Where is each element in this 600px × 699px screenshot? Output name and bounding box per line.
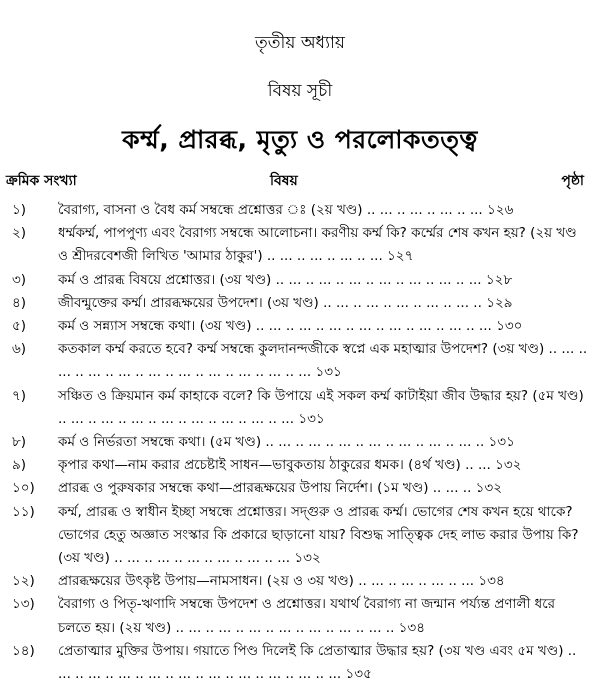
list-item <box>0 477 600 500</box>
entry-text: কৃপার কথা—নাম করার প্রচেষ্টাই সাধন—ভাবুকতায় ঠাকুরের ধমক। (৪র্থ খণ্ড) .. ... <box>58 457 491 474</box>
list-item <box>0 292 600 315</box>
section-title: বিষয় সূচী <box>267 81 333 101</box>
entry-text: সঞ্চিত ও ক্রিয়মান কর্ম কাহাকে বলে? কি উপায়ে এই সকল কর্ম্ম কাটাইয়া জীব উদ্ধার হয়? (৫ম খণ্ড) .. ... .. ... .. ... .. ... .. ... .. ... .. ... .. ... <box>58 387 584 427</box>
entry-number: ৮) <box>12 434 27 451</box>
list-item <box>0 199 600 222</box>
entry-page: ১২৬ <box>487 202 514 218</box>
list-item <box>0 593 600 639</box>
list-item <box>0 315 600 338</box>
entry-page: ১৩৫ <box>345 666 372 683</box>
chapter-heading: তৃতীয় অধ্যায় <box>255 33 345 53</box>
entry-number: ১৩) <box>12 596 35 613</box>
column-header-number: ক্রমিক সংখ্যা <box>6 173 77 189</box>
entry-number: ৬) <box>12 341 27 358</box>
entry-page: ১৩১ <box>488 434 515 451</box>
entry-text: কর্ম্ম, প্রারব্ধ ও স্বাধীন ইচ্ছা সম্বন্ধে প্রশ্নোত্তর। সদ্গুরু ও প্রারব্ধ কর্ম্ম। ভোগের শেষ কখন হয়ে থাকে? ভোগের হেতু অজ্ঞাত সংস্কার কি প্রকারে ছাড়ানো যায়? বিশুদ্ধ সাত্ত্বিক দেহ লাভ করার উপায় কি? (৩য় খণ্ড) .. ... .. ... .. ... .. ... .. ... .. ... <box>58 503 579 567</box>
entry-number: ১৪) <box>12 642 35 659</box>
entry-page: ১৩৪ <box>398 619 425 636</box>
entry-page: ১৩২ <box>495 457 522 474</box>
entry-number: ২) <box>12 225 27 242</box>
entry-number: ১২) <box>12 573 35 590</box>
entry-text: কতকাল কর্ম্ম করতে হবে? কর্ম্ম সম্বন্ধে কুলদানন্দজীকে স্বপ্নে এক মহাত্মার উপদেশ? (৩য় খণ্ড) .. ... .. ... .. ... .. ... .. ... .. ... .. ... .. ... .. ... .. ... <box>58 341 588 381</box>
entry-page: ১২৮ <box>485 271 513 288</box>
entry-page: ১৩১ <box>298 410 325 427</box>
list-item <box>0 385 600 431</box>
list-item <box>0 338 600 384</box>
list-item <box>0 570 600 593</box>
entry-page: ১৩২ <box>475 480 502 497</box>
entry-text: প্রারব্ধক্ষয়ের উৎকৃষ্ট উপায়—নামসাধন। (২য় ও ৩য় খণ্ড) .. ... .. ... .. ... .. ... <box>58 573 475 590</box>
entry-page: ১৩১ <box>315 364 342 381</box>
list-item <box>0 222 600 268</box>
entry-text: কর্ম ও সন্ন্যাস সম্বন্ধে কথা। (৩য় খণ্ড) .. ... .. ... .. ... .. ... .. ... .. ... .. ... .. ... <box>58 318 492 335</box>
entry-page: ১৩২ <box>294 550 321 567</box>
entry-page: ১৩৪ <box>478 573 505 590</box>
contents-list <box>0 199 600 686</box>
entry-number: ১) <box>12 202 27 218</box>
entry-number: ১০) <box>12 480 35 497</box>
entry-page: ১৩০ <box>496 318 523 335</box>
entry-number: ৯) <box>12 457 27 474</box>
column-header-page: পৃষ্ঠা <box>561 173 584 189</box>
entry-page: ১২৯ <box>486 294 513 311</box>
list-item <box>0 640 600 686</box>
entry-number: ৫) <box>12 318 27 335</box>
entry-text: জীবন্মুক্তের কর্ম্ম। প্রারব্ধক্ষয়ের উপদেশ। (৩য় খণ্ড) .. ... .. ... .. ... .. ... .. ... .. <box>58 294 482 311</box>
entry-text: বৈরাগ্য, বাসনা ও বৈধ কর্ম সম্বন্ধে প্রশ্নোত্তর ঃ (২য় খণ্ড) .. ... .. ... .. ... .. ... <box>58 202 483 218</box>
entry-page: ১২৭ <box>387 248 414 265</box>
list-item <box>0 431 600 454</box>
list-item <box>0 454 600 477</box>
entry-number: ৭) <box>12 387 27 404</box>
main-title: কর্ম্ম, প্রারব্ধ, মৃত্যু ও পরলোকতত্ত্ব <box>122 125 478 154</box>
entry-text: প্রেতাত্মার মুক্তির উপায়। গয়াতে পিণ্ড দিলেই কি প্রেতাত্মার উদ্ধার হয়? (৩য় খণ্ড এবং ৫ম খণ্ড) .. ... .. ... .. ... .. ... .. ... .. ... .. ... .. ... .. ... .. ... <box>58 642 577 683</box>
column-header-subject: বিষয় <box>270 173 298 189</box>
list-item <box>0 501 600 571</box>
entry-text: কর্ম ও প্রারব্ধ বিষয়ে প্রশ্নোত্তর। (৩য় খণ্ড) .. ... .. ... .. ... .. ... .. ... .. ... .. ... <box>58 271 482 288</box>
entry-text: ধর্ম্মকর্ম্ম, পাপপুণ্য এবং বৈরাগ্য সম্বন্ধে আলোচনা। করণীয় কর্ম্ম কি? কর্ম্মের শেষ কখন হয়? (২য় খণ্ড ও শ্রীদরবেশজী লিখিত 'আমার ঠাকুর') .. ... .. ... .. ... .. ... <box>58 225 577 265</box>
entry-number: ১১) <box>12 503 35 520</box>
list-item <box>0 269 600 292</box>
entry-text: প্রারব্ধ ও পুরুষকার সম্বন্ধে কথা—প্রারব্ধক্ষয়ের উপায় নির্দেশ। (১ম খণ্ড) .. ... .. <box>58 480 472 497</box>
entry-text: কর্ম ও নির্ভরতা সম্বন্ধে কথা। (৫ম খণ্ড) .. ... .. ... .. ... .. ... .. ... .. ... .. ... .. <box>58 434 485 451</box>
entry-text: বৈরাগ্য ও পিতৃ-ঋণাদি সম্বন্ধে উপদেশ ও প্রশ্নোত্তর। যথার্থ বৈরাগ্য না জন্মান পর্য্যন্ত প্রণালী ধরে চলতে হয়। (২য় খণ্ড) .. ... .. ... .. ... .. ... .. ... .. ... .. ... .. <box>58 596 556 636</box>
entry-number: ৩) <box>12 271 27 288</box>
entry-number: ৪) <box>12 294 27 311</box>
